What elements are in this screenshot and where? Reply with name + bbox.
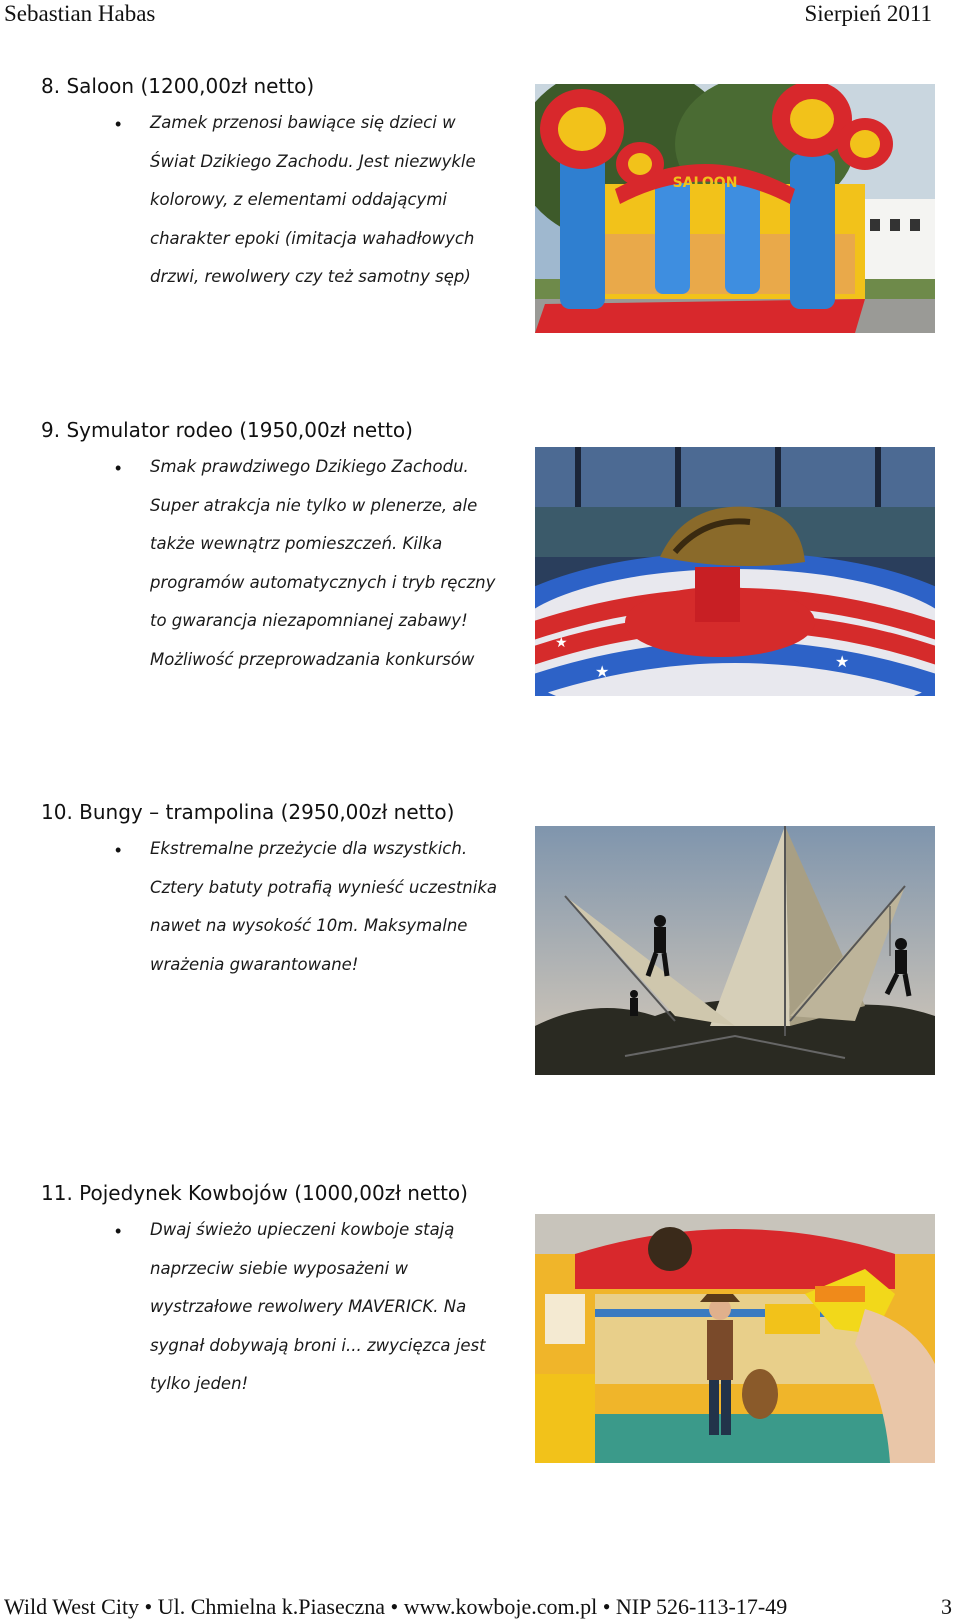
cowboy-duel-photo xyxy=(535,1214,935,1463)
item-description: Zamek przenosi bawiące się dzieci w Świat Dzikiego Zachodu. Jest niezwykle kolorowy, z elementami oddającymi charakter epoki (imitacja wahadłowych drzwi, rewolwery czy też samotny sęp) xyxy=(150,113,476,286)
page-number: 3 xyxy=(941,1594,952,1619)
saloon-bouncy-castle-photo xyxy=(535,84,935,333)
item-description: Ekstremalne przeżycie dla wszystkich. Cztery batuty potrafią wynieść uczestnika nawet na wysokość 10m. Maksymalne wrażenia gwarantowane! xyxy=(150,839,498,974)
bullet: • xyxy=(115,1221,122,1241)
item-title: 11. Pojedynek Kowbojów (1000,00zł netto) xyxy=(41,1181,468,1205)
svg-text:★: ★ xyxy=(835,654,850,671)
item-description: Smak prawdziwego Dzikiego Zachodu. Super atrakcja nie tylko w plenerze, ale także wewnątrz pomieszczeń. Kilka programów automatycznych i tryb ręczny to gwarancja niezapomnianej zabawy! Możliwość przeprowadzania konkursów xyxy=(150,457,496,669)
item-title: 9. Symulator rodeo (1950,00zł netto) xyxy=(41,418,413,442)
bullet: • xyxy=(115,840,122,860)
bullet: • xyxy=(115,114,122,134)
item-title: 10. Bungy – trampolina (2950,00zł netto) xyxy=(41,800,455,824)
bungy-trampoline-photo xyxy=(535,826,935,1075)
header-date: Sierpień 2011 xyxy=(804,1,932,26)
svg-text:★: ★ xyxy=(595,664,610,681)
item-description: Dwaj świeżo upieczeni kowboje stają naprzeciw siebie wyposażeni w wystrzałowe rewolwery MAVERICK. Na sygnał dobywają broni i... zwycięzca jest tylko jeden! xyxy=(150,1220,486,1393)
svg-text:★: ★ xyxy=(555,636,568,651)
rodeo-bull-photo xyxy=(535,447,935,696)
header-author: Sebastian Habas xyxy=(4,1,156,26)
item-title: 8. Saloon (1200,00zł netto) xyxy=(41,74,315,98)
footer-contact: Wild West City • Ul. Chmielna k.Piaseczna • www.kowboje.com.pl • NIP 526-113-17-49 xyxy=(4,1594,788,1619)
bullet: • xyxy=(115,458,122,478)
saloon-sign: SALOON xyxy=(672,175,738,191)
